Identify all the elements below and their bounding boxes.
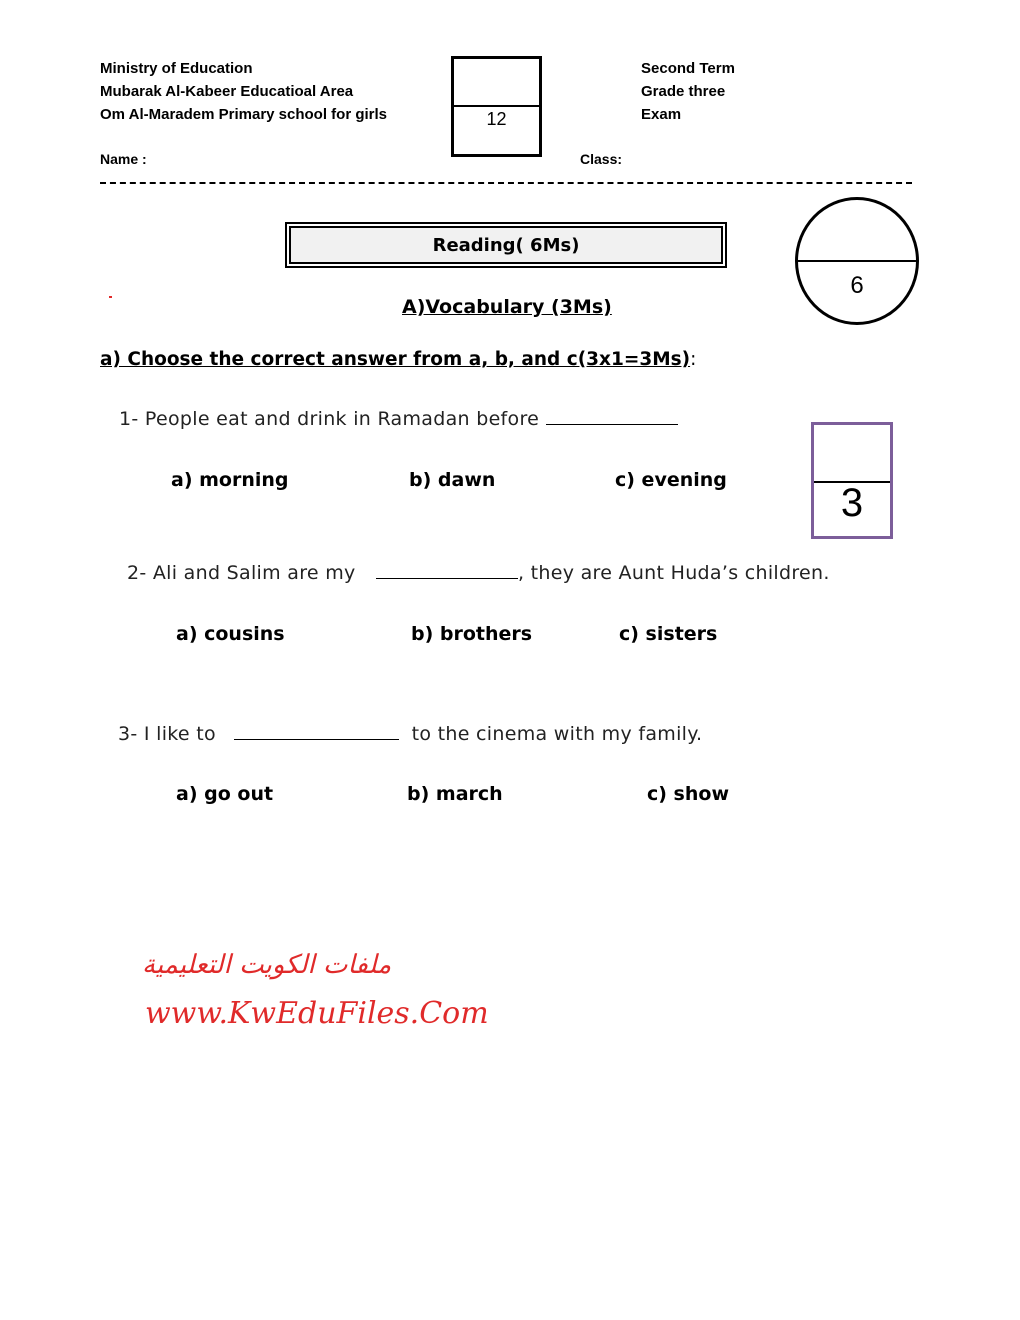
total-score-box [451, 56, 542, 157]
red-mark [109, 296, 112, 298]
question-2-text: 2- Ali and Salim are my [127, 562, 362, 584]
separator-line [100, 182, 912, 184]
watermark-arabic: ملفات الكويت التعليمية [142, 950, 392, 980]
question-2-option-c: c) sisters [619, 623, 718, 645]
question-1-text: 1- People eat and drink in Ramadan before [119, 408, 546, 430]
exam-info [641, 57, 735, 126]
term-label: Second Term [641, 60, 735, 77]
question-3 [118, 721, 702, 745]
instruction-colon: : [690, 349, 697, 370]
reading-title-box [285, 222, 727, 268]
question-2-blank [376, 560, 518, 579]
reading-title: Reading( 6Ms) [289, 226, 723, 264]
name-field-label: Name : [100, 151, 147, 167]
school-info [100, 57, 387, 126]
area-label: Mubarak Al-Kabeer Educatioal Area [100, 83, 354, 100]
question-1-option-a: a) morning [171, 469, 289, 491]
question-3-option-a: a) go out [176, 783, 274, 805]
vocabulary-score-value: 3 [840, 481, 864, 525]
class-field-label: Class: [580, 151, 623, 167]
question-2-option-a: a) cousins [176, 623, 285, 645]
vocabulary-score-box [811, 422, 893, 539]
question-3-suffix: to the cinema with my family. [405, 723, 703, 745]
instruction-text: a) Choose the correct answer from a, b, and c(3x1=3Ms) [100, 349, 691, 370]
exam-label: Exam [641, 106, 682, 123]
vocabulary-title: A)Vocabulary (3Ms) [402, 296, 612, 318]
question-1-blank [546, 406, 678, 425]
question-3-option-b: b) march [407, 783, 503, 805]
question-3-blank [234, 721, 399, 740]
question-2 [127, 560, 830, 584]
watermark-url: www.KwEduFiles.Com [145, 996, 489, 1031]
ministry-label: Ministry of Education [100, 60, 253, 77]
question-2-suffix: , they are Aunt Huda’s children. [517, 562, 830, 584]
school-label: Om Al-Maradem Primary school for girls [100, 106, 388, 123]
circle-divider [798, 260, 916, 262]
question-3-option-c: c) show [647, 783, 730, 805]
score-divider [454, 105, 539, 107]
question-3-text: 3- I like to [118, 723, 223, 745]
grade-label: Grade three [641, 83, 726, 100]
instruction [100, 349, 696, 370]
section-score-circle [795, 197, 919, 325]
question-1-option-c: c) evening [615, 469, 727, 491]
question-1 [119, 406, 678, 430]
question-1-option-b: b) dawn [409, 469, 496, 491]
question-2-option-b: b) brothers [411, 623, 533, 645]
total-score-value: 12 [486, 109, 507, 129]
section-score-value: 6 [850, 272, 864, 299]
